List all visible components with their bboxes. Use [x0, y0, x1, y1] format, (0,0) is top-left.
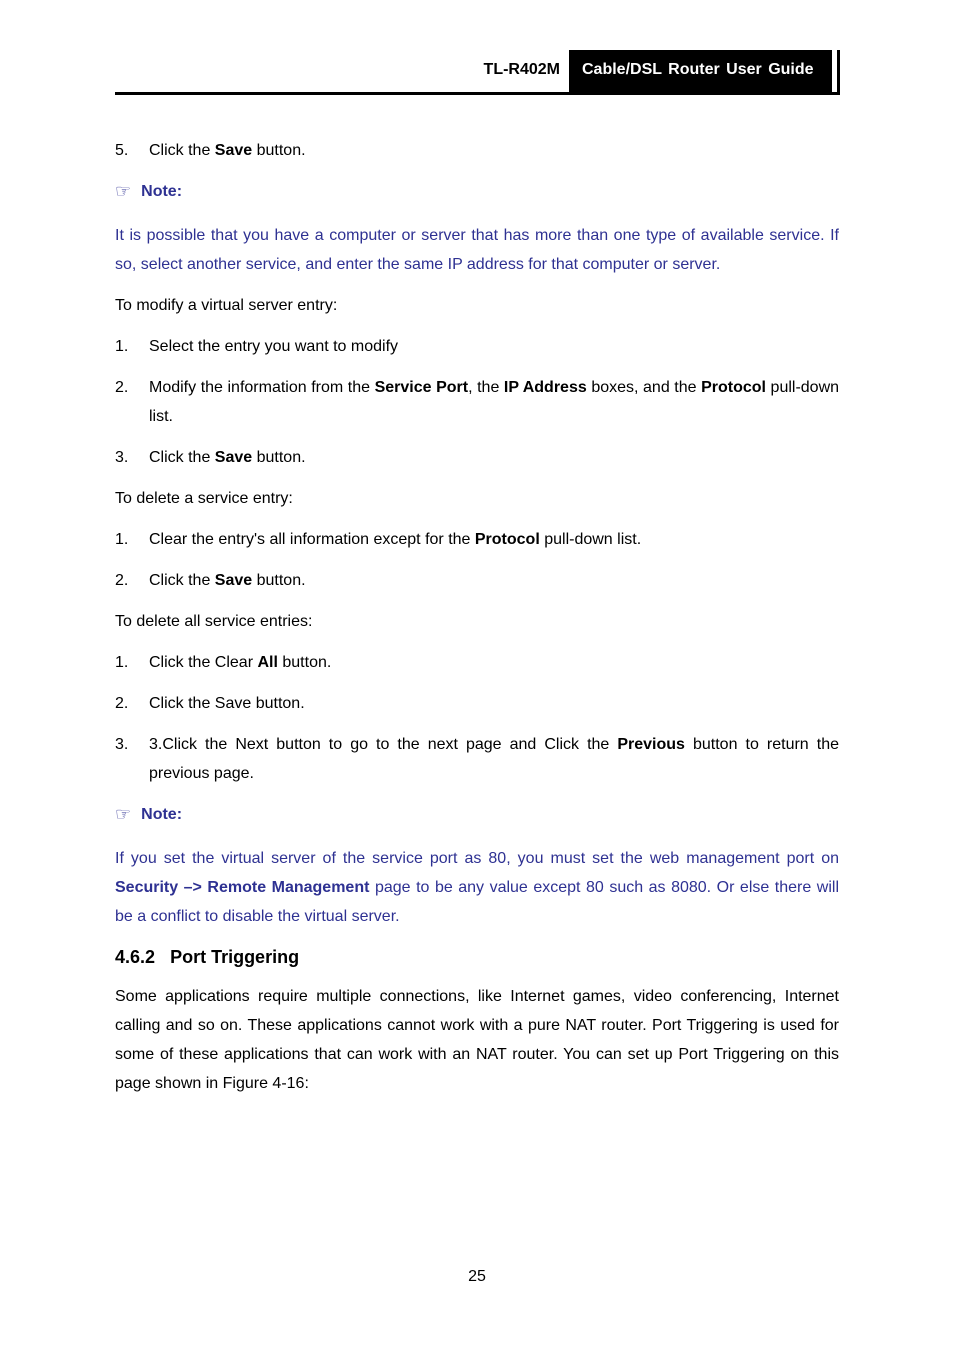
delete-all-step-3: 3. 3.Click the Next button to go to the next page and Click the Previous button to return the previous page.	[115, 736, 839, 782]
delete-step-1: 1. Clear the entry's all information except for the Protocol pull-down list.	[115, 531, 642, 548]
header-rule	[115, 92, 840, 95]
note-text: If you set the virtual server of the service port as 80, you must set the web management port on Security –> Remote Management page to be any value except 80 such as 8080. Or else there will be a conflict to disable the virtual server.	[115, 850, 840, 925]
delete-all-step-1: 1. Click the Clear All button.	[115, 654, 332, 671]
page-number: 25	[468, 1268, 486, 1285]
step-save: 5. Click the Save button.	[115, 142, 306, 159]
delete-step-2: 2. Click the Save button.	[115, 572, 306, 589]
header-bar-end	[837, 50, 840, 92]
modify-step-2: 2. Modify the information from the Service Port, the IP Address boxes, and the Protocol pull-down list.	[115, 379, 840, 425]
delete-intro: To delete a service entry:	[115, 490, 293, 507]
modify-step-3: 3. Click the Save button.	[115, 449, 306, 466]
section-body: Some applications require multiple connections, like Internet games, video conferencing, Internet calling and so on. These applications cannot work with a pure NAT router. Port Triggering is used for some of these applications that can work with an NAT router. You can set up Port Triggering on this page shown in Figure 4-16:	[115, 988, 839, 1092]
section-heading: 4.6.2 Port Triggering	[115, 947, 300, 967]
pointing-hand-icon: ☞	[115, 181, 132, 201]
delete-all-step-2: 2. Click the Save button.	[115, 695, 305, 712]
product-model: TL-R402M	[483, 61, 560, 78]
modify-intro: To modify a virtual server entry:	[115, 297, 338, 314]
pointing-hand-icon: ☞	[115, 804, 132, 824]
page-content	[115, 136, 839, 1098]
note-heading: ☞ Note:	[115, 804, 183, 824]
guide-title: Cable/DSL Router User Guide	[569, 50, 832, 92]
note-text: It is possible that you have a computer or server that has more than one type of available service. If so, select another service, and enter the same IP address for that computer or server.	[115, 227, 839, 273]
modify-step-1: 1. Select the entry you want to modify	[115, 338, 399, 355]
note-heading: ☞ Note:	[115, 181, 183, 201]
delete-all-intro: To delete all service entries:	[115, 613, 313, 630]
page-header	[115, 50, 840, 92]
